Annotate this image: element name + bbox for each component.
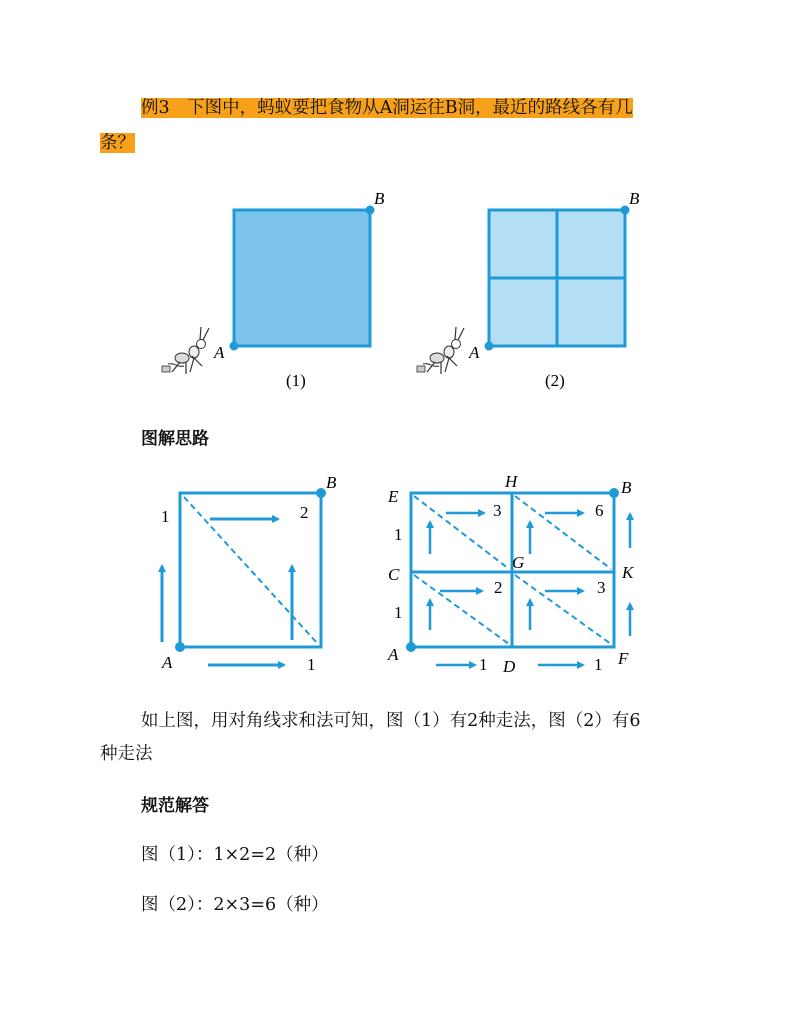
count-ec: 1 bbox=[394, 525, 403, 544]
explanation-line-1: 如上图，用对角线求和法可知，图（1）有2种走法，图（2）有6 bbox=[141, 711, 641, 731]
diagram-1 bbox=[162, 493, 321, 665]
count-top-left: 1 bbox=[161, 507, 170, 526]
label-f: F bbox=[618, 649, 629, 668]
count-eh: 3 bbox=[493, 501, 502, 520]
figure-2 bbox=[417, 189, 640, 390]
label-k: K bbox=[622, 563, 634, 582]
label-b: B bbox=[326, 473, 337, 492]
count-ca: 1 bbox=[394, 603, 403, 622]
label-b: B bbox=[629, 189, 640, 208]
count-gk: 3 bbox=[597, 578, 606, 597]
ant-icon bbox=[417, 327, 464, 374]
section-heading-answer: 规范解答 bbox=[141, 796, 209, 816]
problem-figure bbox=[150, 180, 670, 400]
label-c: C bbox=[388, 565, 400, 584]
question-line-2: 条？ bbox=[100, 133, 135, 153]
ant-icon bbox=[162, 327, 209, 374]
label-h: H bbox=[505, 472, 518, 491]
figure-1 bbox=[162, 189, 385, 390]
label-a: A bbox=[162, 653, 173, 672]
count-bottom: 1 bbox=[307, 655, 316, 674]
point-b-marker bbox=[316, 488, 326, 498]
label-b: B bbox=[621, 478, 632, 497]
label-a: A bbox=[388, 645, 399, 664]
point-a-marker bbox=[175, 642, 185, 652]
label-a: A bbox=[469, 343, 480, 362]
caption-1: (1) bbox=[286, 371, 306, 390]
caption-2: (2) bbox=[545, 371, 565, 390]
point-a-marker bbox=[485, 342, 494, 351]
count-top-right: 2 bbox=[300, 503, 309, 522]
answer-2: 图（2）：2×3=6（种） bbox=[141, 895, 329, 915]
explanation-line-2: 种走法 bbox=[100, 744, 153, 764]
count-hb: 6 bbox=[595, 501, 604, 520]
count-df: 1 bbox=[594, 655, 603, 674]
label-e: E bbox=[388, 487, 399, 506]
label-d: D bbox=[503, 657, 516, 676]
point-a-marker bbox=[230, 342, 239, 351]
count-ad: 1 bbox=[479, 655, 488, 674]
point-a-marker bbox=[406, 642, 416, 652]
section-heading-diagram: 图解思路 bbox=[141, 429, 209, 449]
point-b-marker bbox=[609, 488, 619, 498]
label-b: B bbox=[374, 189, 385, 208]
square-1 bbox=[234, 210, 370, 346]
label-g: G bbox=[512, 553, 525, 572]
question-line-1: 例3 下图中，蚂蚁要把食物从A洞运往B洞，最近的路线各有几 bbox=[141, 98, 633, 118]
diagram-figure bbox=[150, 470, 660, 680]
label-a: A bbox=[214, 343, 225, 362]
count-cg: 2 bbox=[494, 578, 503, 597]
answer-1: 图（1）：1×2=2（种） bbox=[141, 845, 329, 865]
